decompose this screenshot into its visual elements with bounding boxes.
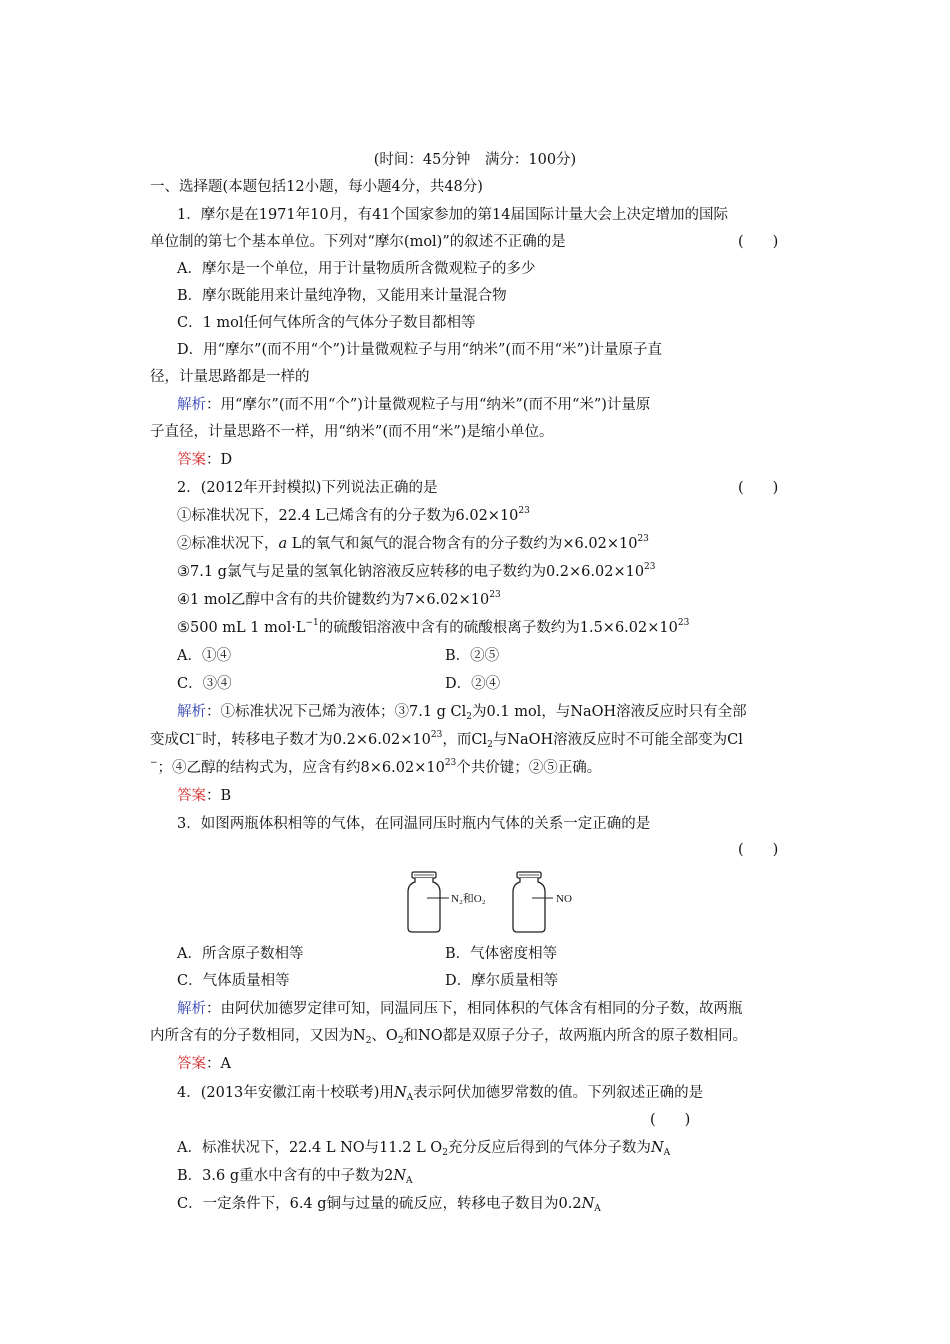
q2-answer-value: ：B [206,788,232,804]
exponent: 23 [644,562,656,572]
q1-answer-paren: ( ) [738,234,779,250]
q3-j1-text: ：由阿伏加德罗定律可知，同温同压下，相同体积的气体含有相同的分子数，故两瓶 [206,1001,743,1017]
subscript: 2 [365,1036,372,1046]
na-symbol: N [393,1168,407,1184]
answer-label: 答案 [177,452,206,468]
q2-j1-text-a: ：①标准状况下己烯为液体；③7.1 g Cl [206,704,467,720]
q2-s5-text-b: 的硫酸铝溶液中含有的硫酸根离子数约为1.5×6.02×10 [318,620,678,636]
q3-answer-value: ：A [206,1056,231,1072]
q2-s3-text: ③7.1 g氯气与足量的氢氧化钠溶液反应转移的电子数约为0.2×6.02×10 [177,564,645,580]
q3-j2-text-b: 、O [371,1028,398,1044]
q1-explanation-line2: 子直径，计量思路不一样，用“纳米”(而不用“米”)是缩小单位。 [150,424,554,440]
q2-statement-1 [177,506,530,526]
q4-answer-paren: ( ) [650,1112,691,1128]
q1-explanation-text: ：用“摩尔”(而不用“个”)计量微观粒子与用“纳米”(而不用“米”)计量原 [206,397,651,413]
exponent: 23 [518,506,530,516]
q3-j2-text-a: 内所含有的分子数相同，又因为N [150,1028,366,1044]
q2-s5-text-a: ⑤500 mL 1 mol·L [177,620,306,636]
q2-statement-3 [177,562,656,582]
q4-stem-text-a: 4．(2013年安徽江南十校联考)用 [177,1085,394,1101]
q2-j3-text-a: ；④乙醇的结构式为，应含有约8×6.02×10 [157,760,445,776]
q2-s2-text-b: L的氧气和氮气的混合物含有的分子数约为×6.02×10 [287,536,638,552]
q1-option-b: B．摩尔既能用来计量纯净物，又能用来计量混合物 [177,288,507,304]
na-subscript: A [406,1093,414,1103]
q2-s2-variable: a [278,536,288,552]
q2-statement-4 [177,590,501,610]
q2-j2-text-a: 变成Cl [150,732,195,748]
na-symbol: N [650,1140,664,1156]
q3-explanation-line1 [177,999,743,1019]
answer-label: 答案 [177,788,206,804]
explanation-label: 解析 [177,704,206,720]
q4-opt-b-text: B．3.6 g重水中含有的中子数为2 [177,1168,394,1184]
q2-option-b: B．②⑤ [445,648,500,664]
q2-s4-text: ④1 mol乙醇中含有的共价键数约为7×6.02×10 [177,592,490,608]
exponent: 23 [444,758,457,768]
q4-stem-text-b: 表示阿伏加德罗常数的值。下列叙述正确的是 [413,1085,704,1101]
q3-stem: 3．如图两瓶体积相等的气体，在同温同压时瓶内气体的关系一定正确的是 [177,816,651,832]
q1-answer-value: ：D [206,452,233,468]
subscript: 2 [487,740,493,750]
q1-option-d-line1: D．用“摩尔”(而不用“个”)计量微观粒子与用“纳米”(而不用“米”)计量原子直 [177,342,663,358]
bottle-1-label: N₂和O₂ [451,893,486,905]
q1-explanation-line1 [177,395,650,415]
na-subscript: A [594,1204,601,1214]
na-symbol: N [581,1196,595,1212]
explanation-label: 解析 [177,1001,206,1017]
gas-bottles-figure [405,870,585,936]
charge: − [150,758,158,768]
bottle-1 [408,872,486,932]
q4-stem [177,1083,703,1103]
q3-option-a: A．所含原子数相等 [177,946,304,962]
exponent: 23 [677,618,690,628]
q4-opt-a-text-a: A．标准状况下，22.4 L NO与11.2 L O [177,1140,443,1156]
q2-j2-text-c: ，而Cl [442,732,488,748]
q3-option-b: B．气体密度相等 [445,946,558,962]
q1-stem-line1: 1．摩尔是在1971年10月，有41个国家参加的第14届国际计量大会上决定增加的国际 [177,207,728,223]
subscript: 2 [397,1036,404,1046]
exponent: 23 [489,590,501,600]
q1-answer [177,450,232,470]
q2-answer [177,786,231,806]
q2-j2-text-d: 与NaOH溶液反应时不可能全部变为Cl [492,732,743,748]
q1-stem-line2: 单位制的第七个基本单位。下列对“摩尔(mol)”的叙述不正确的是 [150,234,566,250]
q2-answer-paren: ( ) [738,480,779,496]
q2-option-a: A．①④ [177,648,231,664]
charge: − [194,730,203,740]
q4-opt-c-text: C．一定条件下，6.4 g铜与过量的硫反应，转移电子数目为0.2 [177,1196,582,1212]
q1-option-c: C．1 mol任何气体所含的气体分子数目都相等 [177,315,476,331]
bottle-2-label: NO [556,893,572,905]
exponent: 23 [637,534,649,544]
q2-j2-text-b: 时，转移电子数才为0.2×6.02×10 [202,732,431,748]
q4-opt-a-text-b: 充分反应后得到的气体分子数为 [447,1140,651,1156]
q3-option-d: D．摩尔质量相等 [445,973,559,989]
q1-option-d-line2: 径，计量思路都是一样的 [150,369,310,385]
subscript: 2 [442,1148,448,1158]
q2-explanation-line3 [150,758,601,778]
na-subscript: A [406,1176,413,1186]
answer-label: 答案 [177,1056,206,1072]
q4-option-c [177,1194,601,1214]
bottle-2 [513,872,572,932]
q3-explanation-line2 [150,1026,747,1046]
unit-exponent: −1 [305,618,319,628]
q2-option-c: C．③④ [177,676,232,692]
q2-stem: 2．(2012年开封模拟)下列说法正确的是 [177,480,438,496]
subscript: 2 [466,712,473,722]
explanation-label: 解析 [177,397,206,413]
q2-explanation-line1 [177,702,747,722]
q3-answer [177,1054,231,1074]
q3-option-c: C．气体质量相等 [177,973,290,989]
q1-option-a: A．摩尔是一个单位，用于计量物质所含微观粒子的多少 [177,261,536,277]
q3-j2-text-c: 和NO都是双原子分子，故两瓶内所含的原子数相同。 [403,1028,748,1044]
q2-statement-5 [177,618,689,638]
q2-j3-text-b: 个共价键；②⑤正确。 [456,760,602,776]
na-symbol: N [393,1085,407,1101]
q4-option-a [177,1138,670,1158]
q2-j1-text-b: 为0.1 mol，与NaOH溶液反应时只有全部 [472,704,747,720]
q4-option-b [177,1166,413,1186]
q3-answer-paren: ( ) [738,842,779,858]
exponent: 23 [430,730,443,740]
q2-option-d: D．②④ [445,676,501,692]
q2-s1-text: ①标准状况下，22.4 L己烯含有的分子数为6.02×10 [177,508,519,524]
q2-explanation-line2 [150,730,743,750]
section-heading: 一、选择题(本题包括12小题，每小题4分，共48分) [150,179,483,195]
na-subscript: A [663,1148,671,1158]
q2-statement-2 [177,534,649,554]
time-limit: (时间：45分钟 满分：100分) [373,152,577,168]
q2-s2-text-a: ②标准状况下， [177,536,279,552]
